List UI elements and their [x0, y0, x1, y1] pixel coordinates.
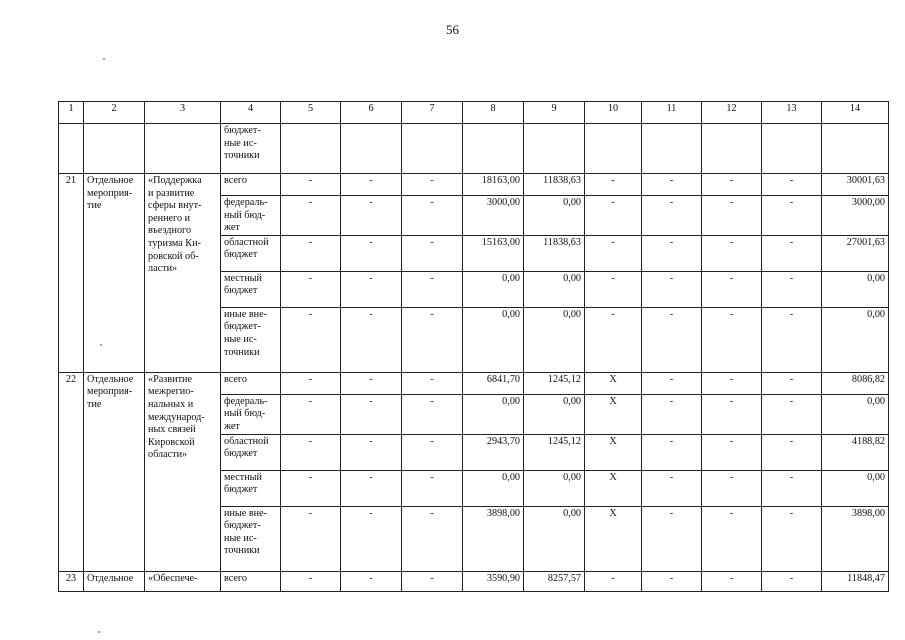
funding-source-cell: иные вне- бюджет- ные ис- точники [221, 506, 281, 571]
value-cell-c10: - [585, 307, 642, 372]
value-cell-c8: 0,00 [463, 271, 524, 307]
value-cell-c13: - [762, 506, 822, 571]
value-cell-c5: - [281, 271, 341, 307]
value-cell-c13: - [762, 571, 822, 591]
value-cell-c10: - [585, 196, 642, 236]
value-cell-c9: 0,00 [524, 307, 585, 372]
value-cell-c9: 8257,57 [524, 571, 585, 591]
funding-source-cell: иные вне- бюджет- ные ис- точники [221, 307, 281, 372]
value-cell-c7: - [402, 235, 463, 271]
funding-source-cell: федераль- ный бюд- жет [221, 196, 281, 236]
value-cell-c5: - [281, 394, 341, 434]
header-row [59, 102, 889, 124]
value-cell-c7: - [402, 506, 463, 571]
value-cell-c14: 0,00 [822, 394, 889, 434]
value-cell-c11: - [642, 571, 702, 591]
value-cell-c12: - [702, 470, 762, 506]
item-name-cell: «Развитие межрегио- нальных и международ- ных связей Кировской области» [145, 372, 221, 571]
value-cell-c13: - [762, 196, 822, 236]
column-header: 7 [402, 102, 463, 124]
value-cell-c11: - [642, 271, 702, 307]
column-header: 11 [642, 102, 702, 124]
item-number-cell: 23 [59, 571, 84, 591]
column-header: 13 [762, 102, 822, 124]
column-header: 4 [221, 102, 281, 124]
value-cell-c6: - [341, 470, 402, 506]
value-cell-c7: - [402, 571, 463, 591]
column-header: 14 [822, 102, 889, 124]
value-cell-c5: - [281, 235, 341, 271]
value-cell-c6: - [341, 372, 402, 394]
value-cell-c6: - [341, 196, 402, 236]
budget-table [58, 101, 889, 592]
value-cell-c14: 3898,00 [822, 506, 889, 571]
value-cell-c8: 0,00 [463, 307, 524, 372]
value-cell-c7: - [402, 372, 463, 394]
value-cell-c12: - [702, 506, 762, 571]
value-cell-c9: 0,00 [524, 271, 585, 307]
value-cell-c5: - [281, 470, 341, 506]
value-cell-c7: - [402, 307, 463, 372]
value-cell-c6: - [341, 434, 402, 470]
value-cell-c13: - [762, 307, 822, 372]
value-cell-c12: - [702, 196, 762, 236]
value-cell-c5: - [281, 307, 341, 372]
value-cell-c10: - [585, 271, 642, 307]
value-cell-c12: - [702, 372, 762, 394]
funding-source-cell: местный бюджет [221, 470, 281, 506]
funding-source-cell: местный бюджет [221, 271, 281, 307]
value-cell-c5: - [281, 196, 341, 236]
value-cell-c7: - [402, 174, 463, 196]
value-cell-c12: - [702, 235, 762, 271]
funding-source-cell: федераль- ный бюд- жет [221, 394, 281, 434]
funding-source-cell: всего [221, 372, 281, 394]
value-cell-c8: 0,00 [463, 394, 524, 434]
value-cell-c8: 6841,70 [463, 372, 524, 394]
column-header: 12 [702, 102, 762, 124]
value-cell-c9: 0,00 [524, 394, 585, 434]
item-name-cell: «Поддержка и развитие сферы внут- реннего и въездного туризма Ки- ровской об- ласти» [145, 174, 221, 373]
value-cell-c12: - [702, 394, 762, 434]
value-cell-c7: - [402, 434, 463, 470]
value-cell-c11: - [642, 394, 702, 434]
value-cell-c6: - [341, 506, 402, 571]
value-cell-c10: X [585, 434, 642, 470]
value-cell-c8: 3000,00 [463, 196, 524, 236]
value-cell-c14: 0,00 [822, 470, 889, 506]
item-type-cell: Отдельное мероприя- тие [84, 372, 145, 571]
value-cell-c10: - [585, 235, 642, 271]
value-cell-c6: - [341, 571, 402, 591]
funding-source-cell: бюджет- ные ис- точники [221, 124, 281, 174]
value-cell-c12: - [702, 434, 762, 470]
value-cell-c8: 3590,90 [463, 571, 524, 591]
value-cell-c10: X [585, 394, 642, 434]
value-cell-c13: - [762, 235, 822, 271]
column-header: 10 [585, 102, 642, 124]
item-name-cell: «Обеспече- [145, 571, 221, 591]
value-cell-c9: 11838,63 [524, 235, 585, 271]
value-cell-c14: 27001,63 [822, 235, 889, 271]
column-header: 1 [59, 102, 84, 124]
value-cell-c12: - [702, 571, 762, 591]
item-type-cell: Отдельное мероприя- тие [84, 174, 145, 373]
value-cell-c8: 3898,00 [463, 506, 524, 571]
column-header: 9 [524, 102, 585, 124]
column-header: 8 [463, 102, 524, 124]
value-cell-c11: - [642, 307, 702, 372]
item-number-cell: 21 [59, 174, 84, 373]
table-row [59, 571, 889, 591]
value-cell-c6: - [341, 174, 402, 196]
value-cell-c14: 3000,00 [822, 196, 889, 236]
value-cell-c11: - [642, 174, 702, 196]
value-cell-c11: - [642, 196, 702, 236]
value-cell-c14: 0,00 [822, 307, 889, 372]
value-cell-c6: - [341, 235, 402, 271]
value-cell-c10: - [585, 174, 642, 196]
value-cell-c11: - [642, 372, 702, 394]
value-cell-c13: - [762, 470, 822, 506]
funding-source-cell: всего [221, 571, 281, 591]
value-cell-c7: - [402, 394, 463, 434]
value-cell-c14: 0,00 [822, 271, 889, 307]
value-cell-c12: - [702, 271, 762, 307]
value-cell-c8: 15163,00 [463, 235, 524, 271]
value-cell-c14: 8086,82 [822, 372, 889, 394]
funding-source-cell: всего [221, 174, 281, 196]
value-cell-c9: 1245,12 [524, 434, 585, 470]
value-cell-c9: 0,00 [524, 506, 585, 571]
value-cell-c6: - [341, 271, 402, 307]
item-number-cell: 22 [59, 372, 84, 571]
value-cell-c10: - [585, 571, 642, 591]
value-cell-c8: 2943,70 [463, 434, 524, 470]
value-cell-c9: 0,00 [524, 196, 585, 236]
funding-source-cell: областной бюджет [221, 434, 281, 470]
item-type-cell: Отдельное [84, 571, 145, 591]
value-cell-c6: - [341, 394, 402, 434]
column-header: 6 [341, 102, 402, 124]
table-row [59, 174, 889, 196]
value-cell-c11: - [642, 434, 702, 470]
value-cell-c8: 18163,00 [463, 174, 524, 196]
value-cell-c10: X [585, 506, 642, 571]
value-cell-c10: X [585, 470, 642, 506]
value-cell-c7: - [402, 470, 463, 506]
value-cell-c14: 11848,47 [822, 571, 889, 591]
value-cell-c14: 4188,82 [822, 434, 889, 470]
value-cell-c9: 1245,12 [524, 372, 585, 394]
value-cell-c14: 30001,63 [822, 174, 889, 196]
value-cell-c10: X [585, 372, 642, 394]
value-cell-c9: 11838,63 [524, 174, 585, 196]
column-header: 2 [84, 102, 145, 124]
value-cell-c13: - [762, 394, 822, 434]
value-cell-c5: - [281, 571, 341, 591]
value-cell-c13: - [762, 434, 822, 470]
value-cell-c13: - [762, 271, 822, 307]
value-cell-c11: - [642, 470, 702, 506]
value-cell-c5: - [281, 174, 341, 196]
value-cell-c11: - [642, 506, 702, 571]
value-cell-c5: - [281, 372, 341, 394]
value-cell-c9: 0,00 [524, 470, 585, 506]
value-cell-c12: - [702, 174, 762, 196]
value-cell-c6: - [341, 307, 402, 372]
value-cell-c13: - [762, 372, 822, 394]
carry-over-row [59, 124, 889, 174]
value-cell-c11: - [642, 235, 702, 271]
value-cell-c13: - [762, 174, 822, 196]
table-row [59, 372, 889, 394]
value-cell-c7: - [402, 271, 463, 307]
value-cell-c7: - [402, 196, 463, 236]
column-header: 3 [145, 102, 221, 124]
funding-source-cell: областной бюджет [221, 235, 281, 271]
column-header: 5 [281, 102, 341, 124]
value-cell-c12: - [702, 307, 762, 372]
value-cell-c5: - [281, 434, 341, 470]
value-cell-c5: - [281, 506, 341, 571]
value-cell-c8: 0,00 [463, 470, 524, 506]
page-number: 56 [446, 22, 459, 37]
